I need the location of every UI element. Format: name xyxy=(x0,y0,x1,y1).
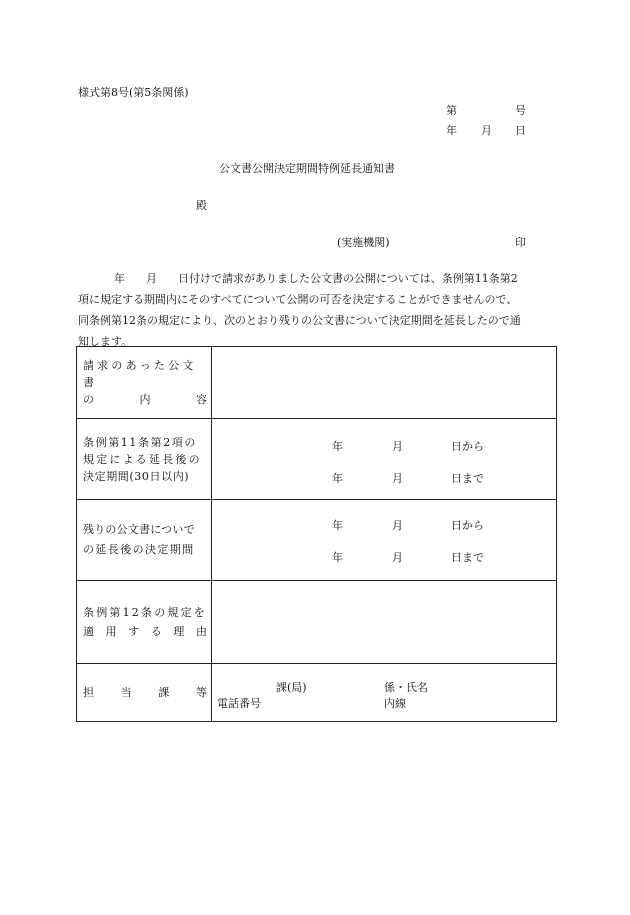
label-char: の xyxy=(83,393,94,406)
date-month: 月 xyxy=(481,124,492,137)
label-char: 等 xyxy=(195,686,207,699)
seal-mark: 印 xyxy=(515,236,526,249)
label-line xyxy=(83,622,207,641)
from-day: 日から xyxy=(451,440,484,453)
until-day: 日まで xyxy=(451,551,484,564)
form-number: 様式第8号(第5条関係) xyxy=(78,86,189,99)
label-char: る xyxy=(150,625,162,638)
doc-number-suffix: 号 xyxy=(515,104,526,117)
date-day: 日 xyxy=(515,124,526,137)
from-month: 月 xyxy=(392,519,403,532)
label-char: す xyxy=(128,625,140,638)
label-char: 当 xyxy=(120,686,132,699)
label-reason xyxy=(77,581,212,664)
label-line: 条例第11条第2項の xyxy=(83,435,197,449)
reason-field[interactable] xyxy=(212,581,557,664)
label-line xyxy=(83,357,207,391)
row-remaining-period xyxy=(77,500,557,581)
row-reason xyxy=(77,581,557,664)
until-month: 月 xyxy=(392,472,403,485)
body-line-1-text: 日付けで請求がありました公文書の公開については、条例第11条第2 xyxy=(178,272,518,285)
label-line: 決定期間(30日以内) xyxy=(83,469,190,483)
label-remaining-period xyxy=(77,500,212,581)
from-year: 年 xyxy=(332,519,343,532)
requested-document-content-field[interactable] xyxy=(212,347,557,419)
extended-period-field[interactable] xyxy=(212,419,557,500)
label-line xyxy=(83,684,207,701)
until-month: 月 xyxy=(392,551,403,564)
bureau-label: 課(局) xyxy=(276,681,307,694)
label-char: 担 xyxy=(83,686,94,699)
from-year: 年 xyxy=(332,440,343,453)
remaining-period-field[interactable] xyxy=(212,500,557,581)
body-line-1 xyxy=(78,268,558,289)
label-extended-period xyxy=(77,419,212,500)
label-char: 由 xyxy=(195,625,207,638)
label-char: 適 xyxy=(83,625,94,638)
until-year: 年 xyxy=(332,551,343,564)
date-year: 年 xyxy=(446,124,457,137)
body-line-2: 項に規定する期間内にそのすべてについて公開の可否を決定することができませんので、 xyxy=(78,293,518,306)
body-month: 月 xyxy=(146,272,157,285)
label-requested-document xyxy=(77,347,212,419)
body-line-3: 同条例第12条の規定により、次のとおり残りの公文書について決定期間を延長したので通 xyxy=(78,314,521,327)
label-line: 残りの公文書についで xyxy=(83,523,195,536)
label-line: の延長後の決定期間 xyxy=(83,543,195,556)
label-line: 規定による延長後の xyxy=(83,452,202,466)
body-year: 年 xyxy=(114,272,125,285)
from-day: 日から xyxy=(451,519,484,532)
phone-label: 電話番号 xyxy=(217,697,261,710)
extension-form-table xyxy=(76,346,557,722)
document-title: 公文書公開決定期間特例延長通知書 xyxy=(219,162,395,175)
label-char: 用 xyxy=(105,625,117,638)
row-department xyxy=(77,664,557,722)
extension-label: 内線 xyxy=(384,697,406,710)
addressee-suffix: 殿 xyxy=(196,199,207,212)
issuing-agency: (実施機関) xyxy=(337,236,390,249)
label-department xyxy=(77,664,212,722)
label-char: 容 xyxy=(196,393,207,406)
label-char: 課 xyxy=(158,686,170,699)
label-line: 条例第12条の規定を xyxy=(83,606,207,619)
row-requested-document xyxy=(77,347,557,419)
label-char: 内 xyxy=(139,393,151,406)
until-day: 日まで xyxy=(451,472,484,485)
label-text: 請求のあった公文書 xyxy=(83,359,197,389)
from-month: 月 xyxy=(392,440,403,453)
label-char: 理 xyxy=(173,625,185,638)
staff-name-label: 係・氏名 xyxy=(384,681,428,694)
row-extended-period xyxy=(77,419,557,500)
until-year: 年 xyxy=(332,472,343,485)
department-field[interactable] xyxy=(212,664,557,722)
doc-number-prefix: 第 xyxy=(446,104,457,117)
body-line-4: 知します。 xyxy=(78,335,133,348)
label-line xyxy=(83,391,207,408)
body-text xyxy=(78,268,558,352)
